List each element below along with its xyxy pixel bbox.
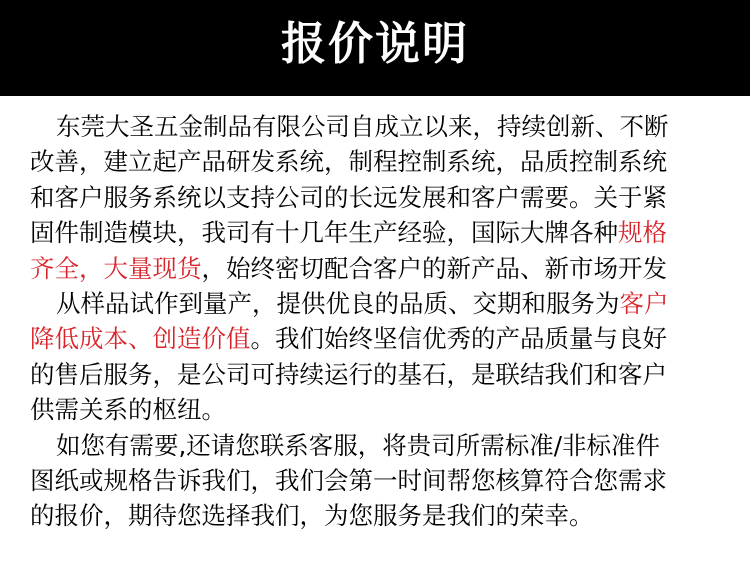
paragraph-text: ，始终密切配合客户的新产品、新市场开发 — [201, 253, 667, 283]
paragraph-text: 固件制造模块，我司有十几年生产经验，国际大牌各种 — [30, 218, 618, 248]
highlight-text: 降低成本、创造价值 — [30, 324, 251, 354]
paragraph-company-intro — [30, 109, 732, 286]
highlight-text: 规格 — [618, 218, 667, 248]
paragraph-line: 和客户服务系统以支持公司的长远发展和客户需要。关于紧 — [30, 182, 667, 212]
page-title: 报价说明 — [280, 17, 469, 70]
paragraph-text: 。我们始终坚信优秀的产品质量与良好 — [250, 324, 667, 354]
paragraph-line: 如您有需要,还请您联系客服，将贵司所需标准/非标准件 — [56, 430, 661, 460]
paragraph-line: 的报价，期待您选择我们，为您服务是我们的荣幸。 — [30, 501, 594, 531]
paragraph-line: 改善，建立起产品研发系统，制程控制系统，品质控制系统 — [30, 147, 667, 177]
highlight-text: 客户 — [619, 289, 669, 319]
paragraph-contact — [30, 428, 732, 534]
content-body — [0, 109, 750, 534]
paragraph-line: 东莞大圣五金制品有限公司自成立以来，持续创新、不断 — [56, 112, 669, 141]
paragraph-line — [30, 321, 732, 356]
header-banner — [0, 0, 750, 96]
paragraph-line — [30, 251, 732, 286]
paragraph-service — [30, 286, 732, 428]
highlight-text: 齐全，大量现货 — [30, 253, 202, 283]
paragraph-line — [30, 215, 732, 250]
paragraph-text: 从样品试作到量产，提供优良的品质、交期和服务为 — [56, 289, 620, 319]
paragraph-line: 的售后服务，是公司可持续运行的基石，是联结我们和客户 — [30, 359, 667, 389]
paragraph-line: 图纸或规格告诉我们，我们会第一时间帮您核算符合您需求 — [30, 466, 667, 496]
paragraph-line: 供需关系的枢纽。 — [30, 395, 226, 425]
paragraph-line — [30, 286, 732, 321]
